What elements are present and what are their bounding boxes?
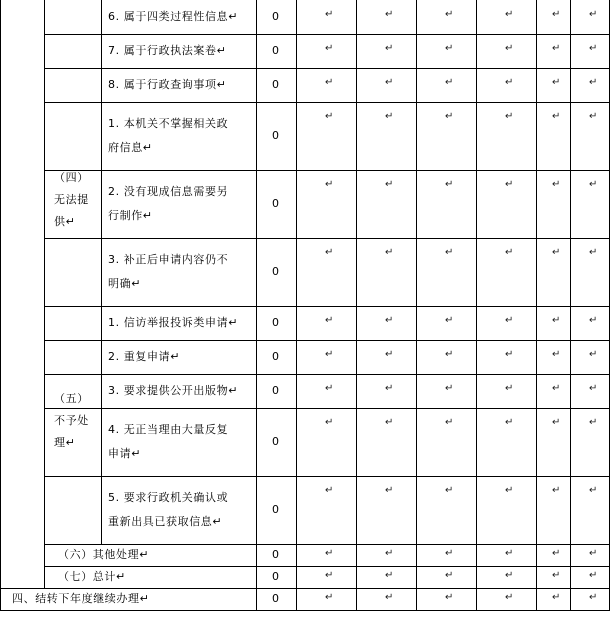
line-break-mark: ↵ — [325, 315, 334, 326]
line-break-mark: ↵ — [552, 570, 561, 581]
section-divider — [44, 102, 102, 103]
item-label: 重新出具已获取信息↵ — [108, 515, 223, 528]
line-break-mark: ↵ — [325, 247, 334, 258]
line-break-mark: ↵ — [325, 77, 334, 88]
line-break-mark: ↵ — [325, 179, 334, 190]
row-divider — [44, 68, 610, 69]
item-value: 0 — [272, 44, 279, 57]
line-break-mark: ↵ — [589, 315, 598, 326]
line-break-mark: ↵ — [385, 179, 394, 190]
item-label: 1. 本机关不掌握相关政 — [108, 117, 229, 130]
line-break-mark: ↵ — [589, 485, 598, 496]
item-label: 2. 重复申请↵ — [108, 350, 181, 363]
line-break-mark: ↵ — [325, 548, 334, 559]
line-break-mark: ↵ — [385, 77, 394, 88]
line-break-mark: ↵ — [325, 349, 334, 360]
line-break-mark: ↵ — [589, 9, 598, 20]
line-break-mark: ↵ — [505, 43, 514, 54]
item-label: 4. 无正当理由大量反复 — [108, 423, 229, 436]
col-divider — [476, 0, 477, 611]
col-divider — [356, 0, 357, 611]
line-break-mark: ↵ — [445, 383, 454, 394]
line-break-mark: ↵ — [505, 417, 514, 428]
row-divider — [44, 306, 610, 307]
final-row-value: 0 — [272, 592, 279, 605]
item-label: 2. 没有现成信息需要另 — [108, 185, 229, 198]
row-divider — [44, 544, 610, 545]
line-break-mark: ↵ — [552, 9, 561, 20]
line-break-mark: ↵ — [552, 179, 561, 190]
line-break-mark: ↵ — [445, 548, 454, 559]
line-break-mark: ↵ — [385, 485, 394, 496]
item-label: 3. 补正后申请内容仍不 — [108, 253, 229, 266]
line-break-mark: ↵ — [505, 383, 514, 394]
item-label: 府信息↵ — [108, 141, 153, 154]
item-value: 0 — [272, 129, 279, 142]
line-break-mark: ↵ — [385, 548, 394, 559]
line-break-mark: ↵ — [589, 179, 598, 190]
item-value: 0 — [272, 435, 279, 448]
line-break-mark: ↵ — [589, 592, 598, 603]
line-break-mark: ↵ — [552, 417, 561, 428]
line-break-mark: ↵ — [385, 9, 394, 20]
line-break-mark: ↵ — [589, 570, 598, 581]
line-break-mark: ↵ — [505, 77, 514, 88]
line-break-mark: ↵ — [325, 43, 334, 54]
row-divider — [44, 170, 610, 171]
item-label: 1. 信访举报投诉类申请↵ — [108, 316, 239, 329]
line-break-mark: ↵ — [552, 548, 561, 559]
line-break-mark: ↵ — [325, 111, 334, 122]
line-break-mark: ↵ — [325, 570, 334, 581]
col-divider — [44, 0, 45, 589]
line-break-mark: ↵ — [325, 9, 334, 20]
line-break-mark: ↵ — [445, 179, 454, 190]
group-label: 理↵ — [54, 436, 76, 449]
line-break-mark: ↵ — [385, 383, 394, 394]
line-break-mark: ↵ — [589, 247, 598, 258]
section-divider — [44, 306, 102, 307]
col-divider — [416, 0, 417, 611]
line-break-mark: ↵ — [552, 315, 561, 326]
row-divider — [44, 408, 610, 409]
line-break-mark: ↵ — [552, 247, 561, 258]
line-break-mark: ↵ — [445, 417, 454, 428]
group-label: 无法提 — [54, 193, 89, 206]
item-label: 7. 属于行政执法案卷↵ — [108, 44, 227, 57]
row-divider — [44, 34, 610, 35]
line-break-mark: ↵ — [589, 349, 598, 360]
line-break-mark: ↵ — [589, 417, 598, 428]
line-break-mark: ↵ — [385, 570, 394, 581]
line-break-mark: ↵ — [445, 349, 454, 360]
line-break-mark: ↵ — [552, 43, 561, 54]
item-label: 行制作↵ — [108, 209, 153, 222]
line-break-mark: ↵ — [385, 349, 394, 360]
line-break-mark: ↵ — [505, 548, 514, 559]
item-value: 0 — [272, 78, 279, 91]
item-value: 0 — [272, 384, 279, 397]
line-break-mark: ↵ — [445, 485, 454, 496]
merged-row-label: （六）其他处理↵ — [58, 548, 150, 561]
item-label: 6. 属于四类过程性信息↵ — [108, 10, 239, 23]
item-value: 0 — [272, 350, 279, 363]
line-break-mark: ↵ — [385, 43, 394, 54]
line-break-mark: ↵ — [445, 592, 454, 603]
col-divider — [256, 0, 257, 611]
item-label: 5. 要求行政机关确认或 — [108, 491, 229, 504]
row-divider — [44, 238, 610, 239]
line-break-mark: ↵ — [505, 349, 514, 360]
line-break-mark: ↵ — [505, 315, 514, 326]
group-label: 供↵ — [54, 215, 76, 228]
line-break-mark: ↵ — [445, 9, 454, 20]
col-divider — [570, 0, 571, 611]
col-divider — [536, 0, 537, 611]
item-label: 明确↵ — [108, 277, 142, 290]
merged-row-value: 0 — [272, 570, 279, 583]
col-divider — [296, 0, 297, 611]
line-break-mark: ↵ — [385, 315, 394, 326]
line-break-mark: ↵ — [385, 247, 394, 258]
line-break-mark: ↵ — [552, 485, 561, 496]
row-divider — [44, 340, 610, 341]
line-break-mark: ↵ — [385, 417, 394, 428]
line-break-mark: ↵ — [589, 111, 598, 122]
line-break-mark: ↵ — [552, 77, 561, 88]
row-divider — [44, 476, 610, 477]
row-divider — [44, 102, 610, 103]
line-break-mark: ↵ — [505, 179, 514, 190]
line-break-mark: ↵ — [445, 43, 454, 54]
line-break-mark: ↵ — [505, 570, 514, 581]
line-break-mark: ↵ — [445, 315, 454, 326]
outer-left-border — [0, 0, 1, 611]
item-label: 8. 属于行政查询事项↵ — [108, 78, 227, 91]
item-value: 0 — [272, 503, 279, 516]
row-divider — [44, 566, 610, 567]
line-break-mark: ↵ — [325, 417, 334, 428]
line-break-mark: ↵ — [589, 548, 598, 559]
line-break-mark: ↵ — [505, 111, 514, 122]
line-break-mark: ↵ — [505, 592, 514, 603]
group-label: （四） — [54, 171, 89, 184]
item-value: 0 — [272, 197, 279, 210]
table-bottom-border — [0, 610, 610, 611]
final-row-label: 四、结转下年度继续办理↵ — [12, 592, 150, 605]
line-break-mark: ↵ — [552, 592, 561, 603]
item-label: 3. 要求提供公开出版物↵ — [108, 384, 239, 397]
merged-row-value: 0 — [272, 548, 279, 561]
line-break-mark: ↵ — [589, 43, 598, 54]
line-break-mark: ↵ — [385, 592, 394, 603]
line-break-mark: ↵ — [589, 383, 598, 394]
line-break-mark: ↵ — [552, 111, 561, 122]
group-label: 不予处 — [54, 414, 89, 427]
line-break-mark: ↵ — [505, 247, 514, 258]
item-value: 0 — [272, 10, 279, 23]
line-break-mark: ↵ — [552, 383, 561, 394]
line-break-mark: ↵ — [589, 77, 598, 88]
row-divider — [0, 588, 610, 589]
line-break-mark: ↵ — [325, 383, 334, 394]
item-value: 0 — [272, 265, 279, 278]
line-break-mark: ↵ — [325, 485, 334, 496]
merged-row-label: （七）总计↵ — [58, 570, 126, 583]
line-break-mark: ↵ — [505, 9, 514, 20]
line-break-mark: ↵ — [445, 111, 454, 122]
line-break-mark: ↵ — [445, 247, 454, 258]
line-break-mark: ↵ — [385, 111, 394, 122]
item-value: 0 — [272, 316, 279, 329]
col-divider — [101, 0, 102, 545]
line-break-mark: ↵ — [505, 485, 514, 496]
item-label: 申请↵ — [108, 447, 142, 460]
row-divider — [44, 374, 610, 375]
line-break-mark: ↵ — [325, 592, 334, 603]
line-break-mark: ↵ — [445, 570, 454, 581]
group-label: （五） — [54, 392, 89, 405]
line-break-mark: ↵ — [552, 349, 561, 360]
line-break-mark: ↵ — [445, 77, 454, 88]
